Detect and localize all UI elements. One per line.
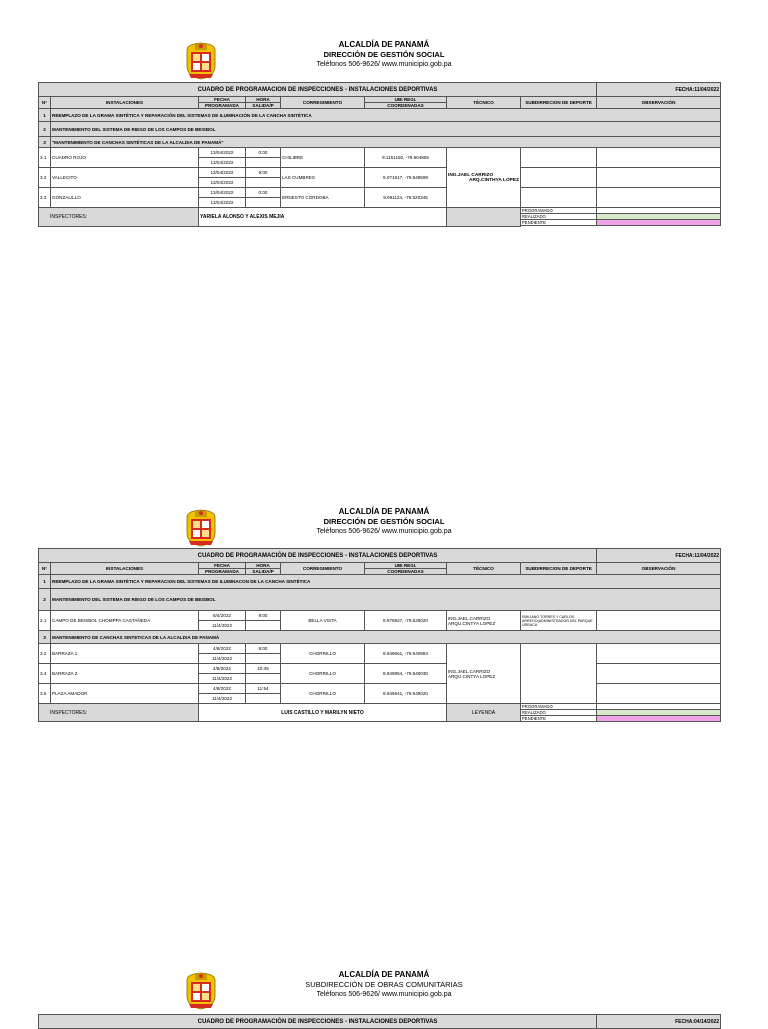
col-instalaciones: INSTALACIONES [51,563,199,575]
row-coordenadas: 8.949954, -79.540030 [365,664,447,684]
col-salida: SALIDA/P [246,103,281,109]
row-instalacion: VALLECITO [51,168,199,188]
table-row [39,611,721,621]
row-number: 3.1 [39,148,51,168]
inspection-table-2 [38,548,721,722]
row-instalacion: GONZALILLO [51,188,199,208]
header-subtitle: SUBDIRECCIÓN DE OBRAS COMUNITARIAS [305,980,463,989]
leyenda-label: LEYENDA [447,704,521,722]
sheet-header [0,40,768,86]
section-title: MANTENIMIENTO DEL SISTEMA DE RIEGO DE LOS CAMPOS DE BEISBOL [51,122,721,137]
row-observacion [597,148,721,168]
section-title: REEMPLAZO DE LA GRAMA SINTÉTICA Y REPARACIÓN DEL SISTEMAS DE ILUMINACIÓN DE LA CANCHA SINTÉTICA [51,109,721,122]
tecnico-name: ARQU.CINTYA LOPEZ [448,673,496,679]
table-date: FECHA:04/14/2022 [597,1015,721,1029]
row-corregimiento: CHORRILLO [281,664,365,684]
row-fecha: 4/8/2022 [199,684,246,694]
table-row [39,664,721,674]
row-number: 3.3 [39,188,51,208]
row-coordenadas: 9.071617, -79.548599 [365,168,447,188]
legend-programado: PROGRAMADO [521,208,597,214]
row-observacion [597,611,721,631]
row-fecha: 11/4/2022 [199,654,246,664]
row-corregimiento: CHORRILLO [281,684,365,704]
legend-pendiente: PENDIENTE [521,220,597,226]
header-subtitle: DIRECCIÓN DE GESTIÓN SOCIAL [323,50,445,59]
row-corregimiento: CHORRILLO [281,644,365,664]
row-hora: 11:54 [246,684,281,694]
row-subdireccion: EMILIANO TORRES Y CARLOS ARREGO(ADMINISTRADOR DEL PARQUE URRACA [521,611,597,631]
section-number: 1 [39,109,51,122]
row-hora: 0:00 [246,148,281,158]
row-instalacion: PLAZA AMADOR [51,684,199,704]
col-num: N° [39,97,51,109]
row-fecha: 13/04/2022 [199,148,246,158]
col-corregimiento: CORREGIMIENTO [281,97,365,109]
row-corregimiento: CHILIBRE [281,148,365,168]
row-hora: 9:00 [246,644,281,654]
table-row [39,168,721,178]
section-title: REEMPLAZO DE LA GRAMA SINTÉTICA Y REPARACION DEL SISTEMAS DE ILUMINACON DE LA CANCHA SINTÉTICA [51,575,721,589]
table-row [39,644,721,654]
col-coordenadas: COORDENADAS [365,569,447,575]
section-title: MANTENIMIENTO DE CANCHAS SINTETICAS DE LA ALCALDIA DE PANAMÁ [51,631,721,644]
tecnico-name: ARQ.CINTHYA LOPEZ [468,177,519,183]
row-number: 3.2 [39,168,51,188]
row-hora: 10:45 [246,664,281,674]
col-ubi: UBI REGI. [365,97,447,103]
legend-realizado: REALIZADO [521,710,597,716]
row-fecha: 13/04/2022 [199,178,246,188]
header-title: ALCALDÍA DE PANAMÁ [338,970,430,979]
table-row [39,148,721,158]
table-row [39,684,721,694]
inspection-table-3 [38,1014,721,1029]
section-number: 3 [39,631,51,644]
inspectores-names: LUIS CASTILLO Y MARILYN NIETO [199,704,447,722]
col-hora: HORA [246,563,281,569]
row-corregimiento: ERNESTO CORDOBA [281,188,365,208]
row-coordenadas: 9.1151150, -79.604806 [365,148,447,168]
row-fecha: 13/04/2022 [199,168,246,178]
section-number: 1 [39,575,51,589]
table-date: FECHA:11/04/2022 [597,549,721,563]
row-observacion [597,188,721,208]
row-subdireccion [521,644,597,704]
row-number: 2.1 [39,611,51,631]
tecnico-name: ING.JAEL CARRIZO [448,668,491,674]
col-fecha: FECHA [199,563,246,569]
tecnico-name: ING.JAEL CARRIZO [448,172,494,178]
inspectores-names: YARIELA ALONSO Y ALEXIS MEJIA [199,208,447,227]
header-contact: Teléfonos 506-9626/ www.municipio.gob.pa [316,528,452,535]
row-fecha: 13/04/2022 [199,198,246,208]
legend-programado: PROGRAMADO [521,704,597,710]
col-coordenadas: COORDENADAS [365,103,447,109]
table-row [39,188,721,198]
row-observacion [597,664,721,684]
row-coordenadas: 8.945841, -79.549020 [365,684,447,704]
header-subtitle: DIRECCIÓN DE GESTIÓN SOCIAL [323,517,445,526]
col-subdireccion: SUBDIRRECION DE DEPORTE [521,97,597,109]
row-instalacion: CAMPO DE BEISBOL CHOMPPA CASTAÑEDA [51,611,199,631]
tecnico-name: ING.JAEL CARRIZO [448,615,491,621]
row-fecha: 4/8/2022 [199,664,246,674]
row-hora: 9:00 [246,168,281,178]
row-coordenadas: 8.949661, -79.540984 [365,644,447,664]
section-number: 3 [39,137,51,148]
row-tecnico [447,148,521,208]
col-subdireccion: SUBDIRRECION DE DEPORTE [521,563,597,575]
row-fecha: 11/4/2022 [199,621,246,631]
row-corregimiento: LAS CUMBRES [281,168,365,188]
legend-swatch-pendiente [597,716,721,722]
row-subdireccion [521,188,597,208]
inspection-table-1 [38,82,721,227]
col-tecnico: TÉCNICO [447,97,521,109]
table-title: CUADRO DE PROGRAMACIÓN DE INSPECCIONES - INSTALACIONES DEPORTIVAS [39,549,597,563]
row-coordenadas: 9.091124, -79.520345 [365,188,447,208]
section-title: MANTENIMIENTO DEL SISTEMA DE RIEGO DE LOS CAMPOS DE BEISBOL [51,589,721,611]
table-title: CUADRO DE PROGRAMACION DE INSPECCIONES - INSTALACIONES DEPORTIVAS [39,83,597,97]
row-observacion [597,684,721,704]
col-programada: PROGRAMADA [199,569,246,575]
row-fecha: 13/04/2022 [199,188,246,198]
header-title: ALCALDÍA DE PANAMÁ [338,40,430,49]
col-corregimiento: CORREGIMIENTO [281,563,365,575]
col-num: N° [39,563,51,575]
row-subdireccion [521,168,597,188]
sheet-header [0,507,768,553]
section-number: 2 [39,589,51,611]
row-hora: 0:00 [246,188,281,198]
col-tecnico: TÉCNICO [447,563,521,575]
inspectores-label: INSPECTORES: [50,214,88,220]
row-instalacion: BARRAZA 1 [51,644,199,664]
row-number: 3.4 [39,664,51,684]
row-subdireccion [521,148,597,168]
row-fecha: 11/4/2022 [199,674,246,684]
col-observacion: OBSERVACIÓN [597,97,721,109]
section-title: "MANTENIMIENTO DE CANCHAS SINTÉTICAS DE LA ALCALDIA DE PANAMÁ" [51,137,721,148]
row-instalacion: CUADRO ROJO [51,148,199,168]
row-fecha: 11/4/2022 [199,694,246,704]
header-title: ALCALDÍA DE PANAMÁ [338,507,430,516]
col-ubi: UBI REGI. [365,563,447,569]
col-salida: SALIDA/P [246,569,281,575]
header-contact: Teléfonos 506-9626/ www.municipio.gob.pa [316,61,452,68]
row-corregimiento: BELLA VISTA [281,611,365,631]
col-fecha: FECHA [199,97,246,103]
col-hora: HORA [246,97,281,103]
row-tecnico [447,611,521,631]
sheet-header [0,970,768,1016]
tecnico-name: ARQU.CINTYA LOPEZ [448,620,496,626]
row-number: 3.2 [39,644,51,664]
row-hora: 9:00 [246,611,281,621]
legend-realizado: REALIZADO [521,214,597,220]
row-tecnico [447,644,521,704]
row-fecha: 13/04/2022 [199,158,246,168]
section-number: 2 [39,122,51,137]
row-fecha: 4/8/2022 [199,644,246,654]
col-programada: PROGRAMADA [199,103,246,109]
row-coordenadas: 8.975927, -79.528020 [365,611,447,631]
row-number: 3.5 [39,684,51,704]
inspectores-label-cell [39,208,199,227]
row-observacion [597,168,721,188]
col-observacion: OBSERVACIÓN [597,563,721,575]
table-date: FECHA:11/04/2022 [597,83,721,97]
table-title: CUADRO DE PROGRAMACIÓN DE INSPECCIONES - INSTALACIONES DEPORTIVAS [39,1015,597,1029]
inspectores-label-cell [39,704,199,722]
legend-spacer [447,208,521,227]
header-contact: Teléfonos 506-9626/ www.municipio.gob.pa [316,991,452,998]
legend-pendiente: PENDIENTE [521,716,597,722]
row-fecha: 8/4/2022 [199,611,246,621]
col-instalaciones: INSTALACIONES [51,97,199,109]
inspectores-label: INSPECTORES: [50,709,88,716]
row-instalacion: BARRAZA 2 [51,664,199,684]
row-observacion [597,644,721,664]
